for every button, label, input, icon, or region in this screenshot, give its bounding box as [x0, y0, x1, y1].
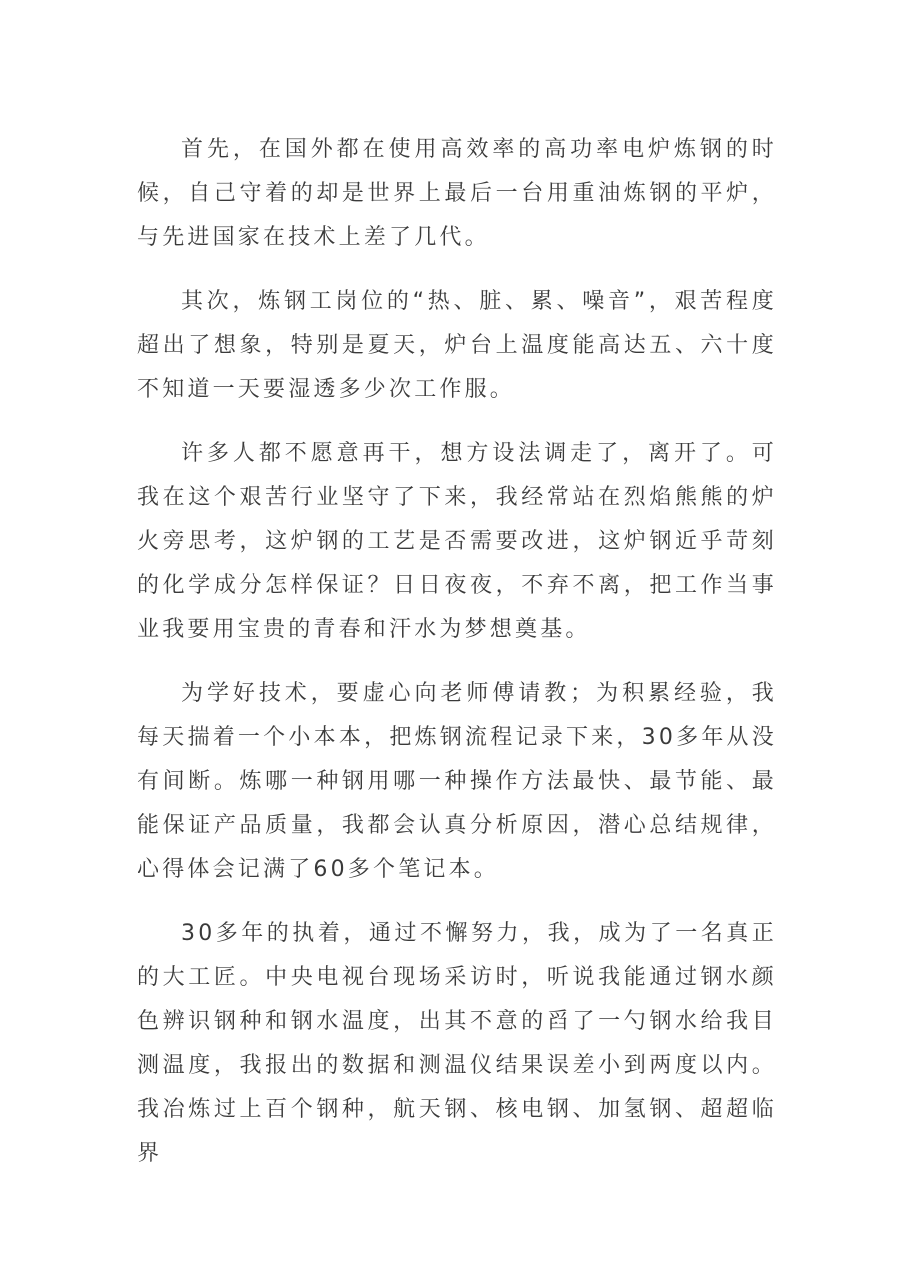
document-body [137, 128, 777, 1196]
paragraph-4: 为学好技术，要虚心向老师傅请教；为积累经验，我每天揣着一个小本本，把炼钢流程记录下来，30多年从没有间断。炼哪一种钢用哪一种操作方法最快、最节能、最能保证产品质量，我都会认真分析原因，潜心总结规律，心得体会记满了60多个笔记本。 [137, 681, 777, 882]
paragraph-2: 其次，炼钢工岗位的“热、脏、累、噪音”，艰苦程度超出了想象，特别是夏天，炉台上温度能高达五、六十度不知道一天要湿透多少次工作服。 [137, 289, 777, 402]
paragraph-1: 首先，在国外都在使用高效率的高功率电炉炼钢的时候，自己守着的却是世界上最后一台用重油炼钢的平炉，与先进国家在技术上差了几代。 [137, 137, 777, 250]
paragraph-5: 30多年的执着，通过不懈努力，我，成为了一名真正的大工匠。中央电视台现场采访时，听说我能通过钢水颜色辨识钢种和钢水温度，出其不意的舀了一勺钢水给我目测温度，我报出的数据和测温仪结果误差小到两度以内。我冶炼过上百个钢种，航天钢、核电钢、加氢钢、超超临界 [137, 921, 777, 1166]
paragraph-3: 许多人都不愿意再干，想方设法调走了，离开了。可我在这个艰苦行业坚守了下来，我经常站在烈焰熊熊的炉火旁思考，这炉钢的工艺是否需要改进，这炉钢近乎苛刻的化学成分怎样保证？日日夜夜，不弃不离，把工作当事业我要用宝贵的青春和汗水为梦想奠基。 [137, 441, 777, 642]
